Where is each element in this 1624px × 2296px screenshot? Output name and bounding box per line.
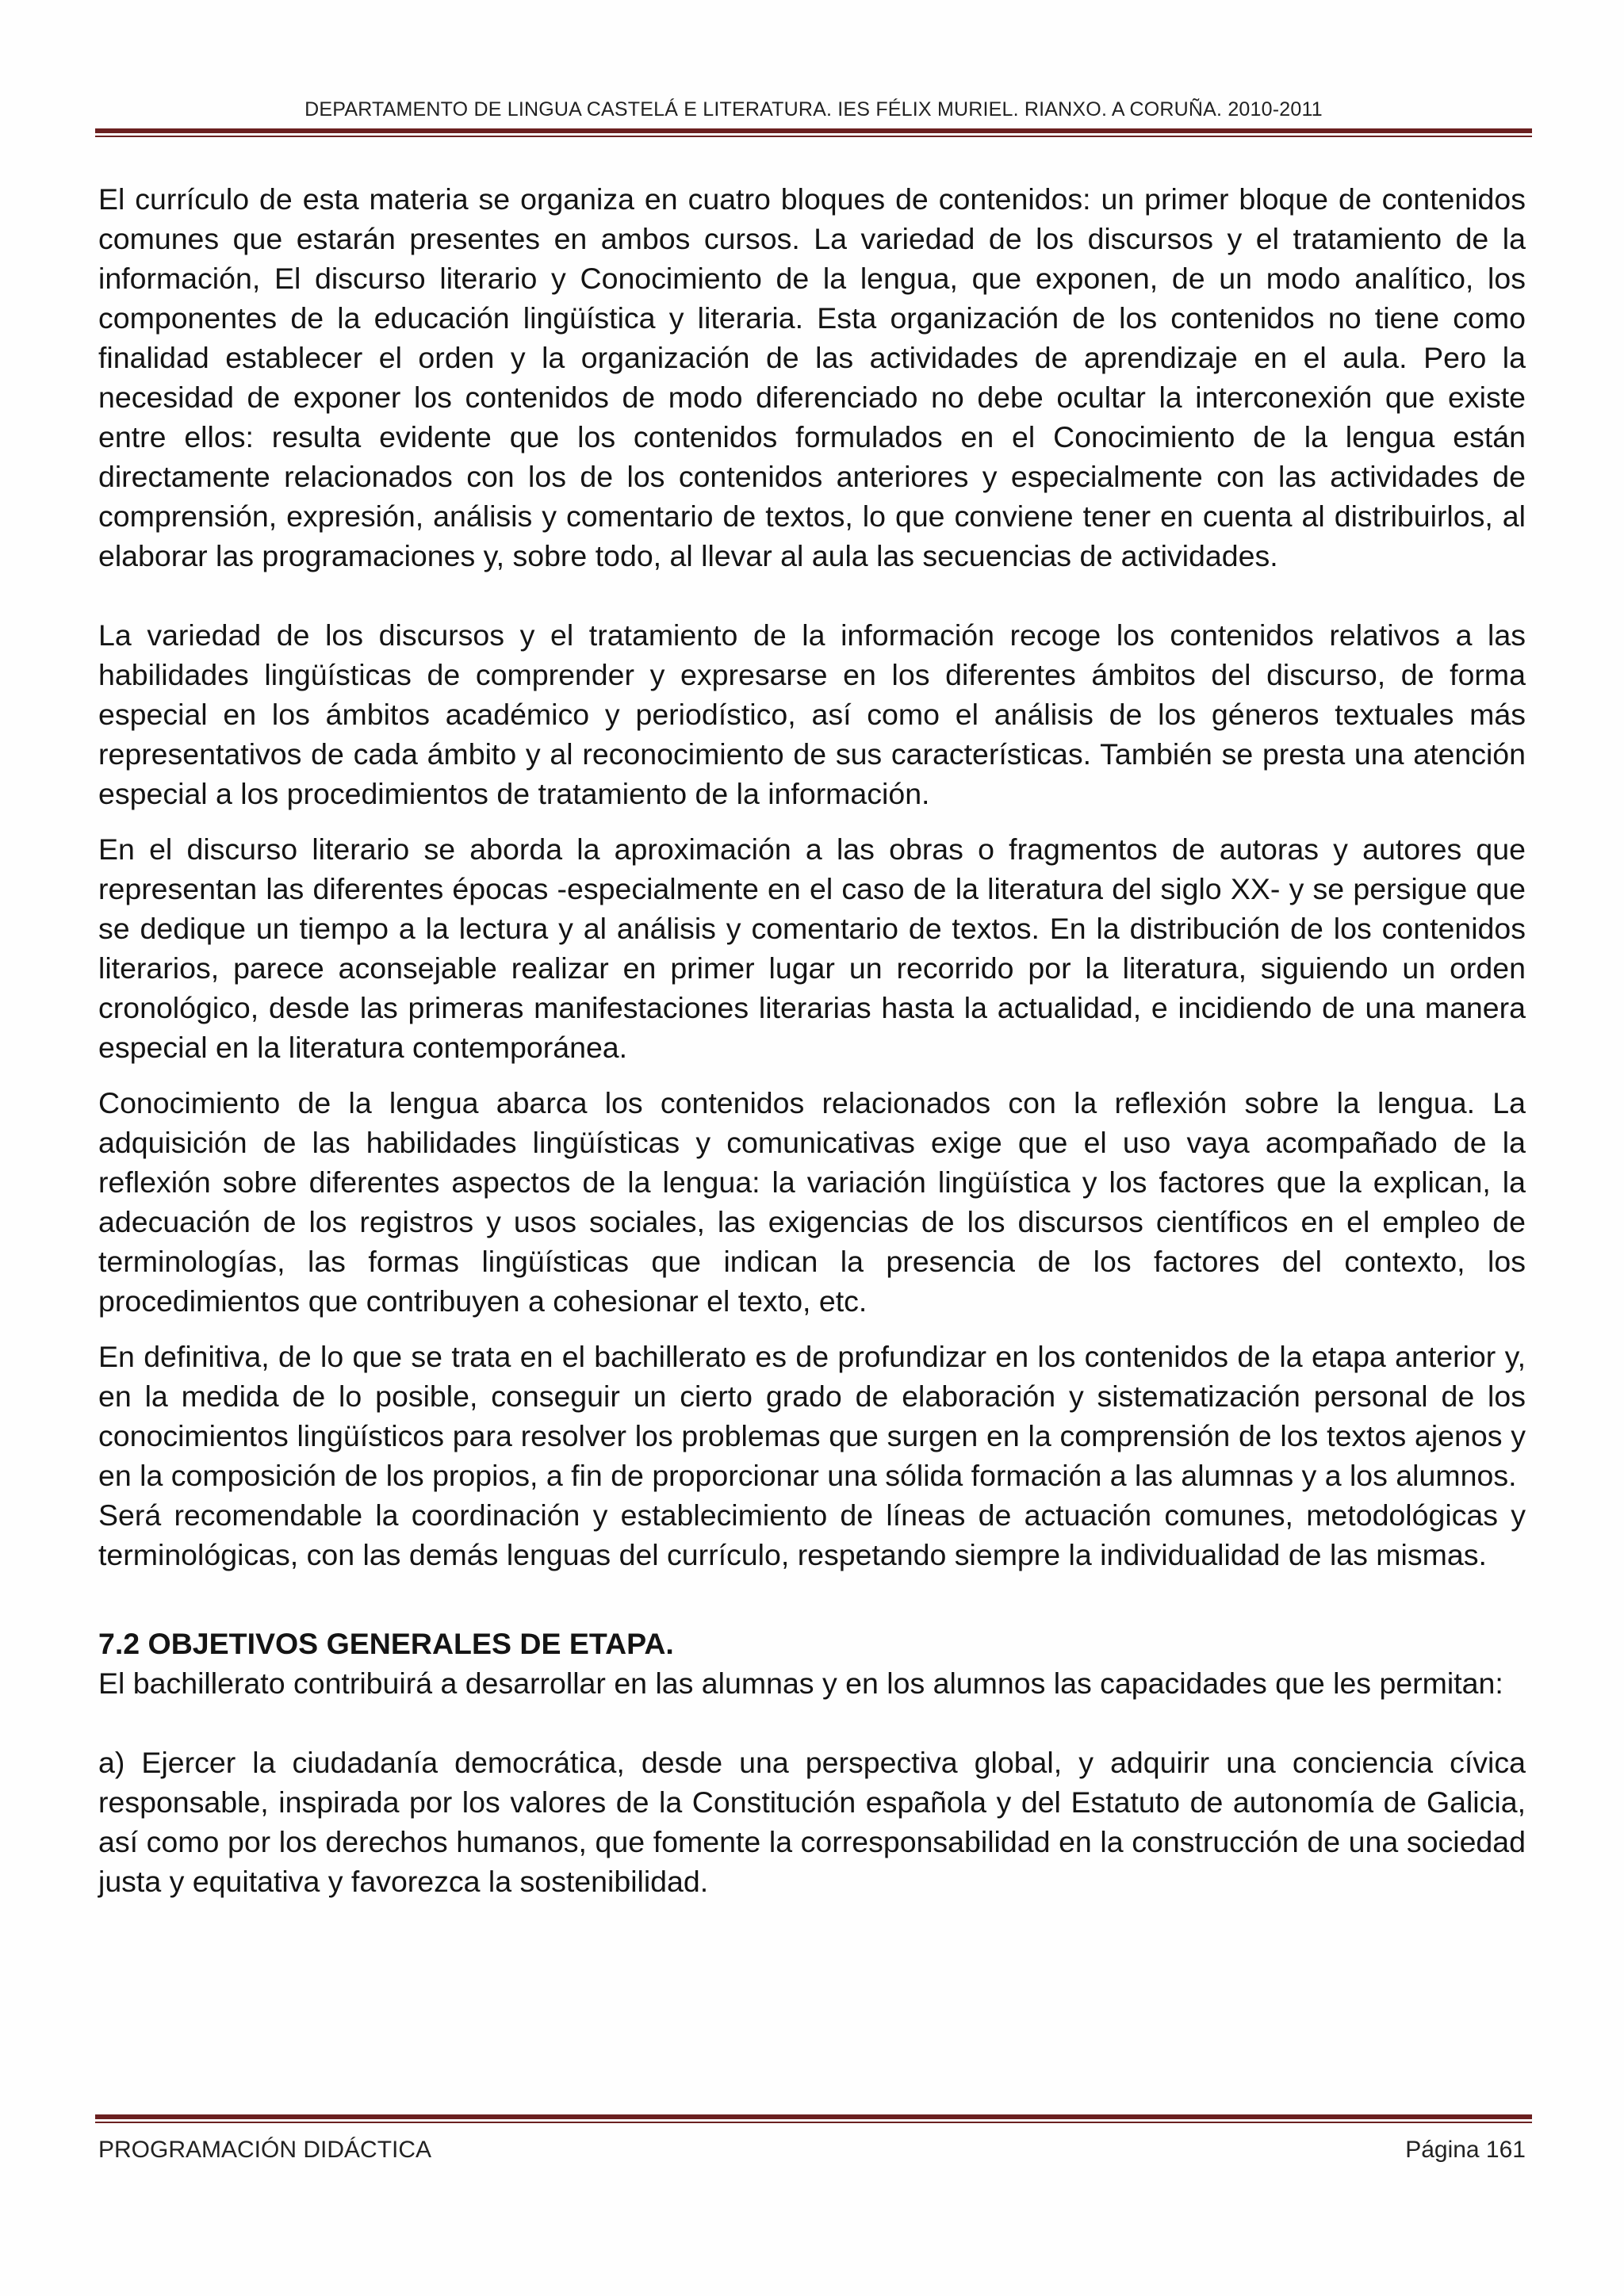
paragraph-curriculum-blocks: El currículo de esta materia se organiza en cuatro bloques de contenidos: un primer bloque de contenidos comunes que estarán presentes en ambos cursos. La variedad de los discursos y el tratamiento de la información, El discurso literario y Conocimiento de la lengua, que exponen, de un modo analítico, los componentes de la educación lingüística y literaria. Esta organización de los contenidos no tiene como finalidad establecer el orden y la organización de las actividades de aprendizaje en el aula. Pero la necesidad de exponer los contenidos de modo diferenciado no debe ocultar la interconexión que existe entre ellos: resulta evidente que los contenidos formulados en el Conocimiento de la lengua están directamente relacionados con los de los contenidos anteriores y especialmente con las actividades de comprensión, expresión, análisis y comentario de textos, lo que conviene tener en cuenta al distribuirlos, al elaborar las programaciones y, sobre todo, al llevar al aula las secuencias de actividades. [98, 182, 1526, 572]
paragraph-language-knowledge: Conocimiento de la lengua abarca los contenidos relacionados con la reflexión sobre la lengua. La adquisición de las habilidades lingüísticas y comunicativas exige que el uso vaya acompañado de la reflexión sobre diferentes aspectos de la lengua: la variación lingüística y los factores que la explican, la adecuación de los registros y usos sociales, las exigencias de los discursos científicos en el empleo de terminologías, las formas lingüísticas que indican la presencia de los factores del contexto, los procedimientos que contribuyen a cohesionar el texto, etc. [98, 1086, 1526, 1318]
section-intro: El bachillerato contribuirá a desarrollar en las alumnas y en los alumnos las capacidades que les permitan: [98, 1667, 1503, 1700]
footer-rule-thin-line [95, 2122, 1532, 2123]
page-body [98, 179, 1526, 1917]
footer-document-title: PROGRAMACIÓN DIDÁCTICA [98, 2137, 432, 2163]
header-rule-thick-line [95, 128, 1532, 133]
paragraph-coordination: Será recomendable la coordinación y establecimiento de líneas de actuación comunes, metodológicas y terminológicas, con las demás lenguas del currículo, respetando siempre la individualidad de las mismas. [98, 1498, 1526, 1571]
footer-page-number: Página 161 [1405, 2137, 1526, 2163]
footer-rule [95, 2114, 1532, 2123]
paragraph-discourse-variety: La variedad de los discursos y el tratamiento de la información recoge los contenidos relativos a las habilidades lingüísticas de comprender y expresarse en los diferentes ámbitos del discurso, de forma especial en los ámbitos académico y periodístico, así como el análisis de los géneros textuales más representativos de cada ámbito y al reconocimiento de sus características. También se presta una atención especial a los procedimientos de tratamiento de la información. [98, 618, 1526, 810]
paragraph-conclusion: En definitiva, de lo que se trata en el bachillerato es de profundizar en los contenidos de la etapa anterior y, en la medida de lo posible, conseguir un cierto grado de elaboración y sistematización personal de los conocimientos lingüísticos para resolver los problemas que surgen en la comprensión de los textos ajenos y en la composición de los propios, a fin de proporcionar una sólida formación a las alumnas y a los alumnos. [98, 1340, 1526, 1492]
header-rule-thin-line [95, 136, 1532, 137]
objective-a: a) Ejercer la ciudadanía democrática, desde una perspectiva global, y adquirir una conciencia cívica responsable, inspirada por los valores de la Constitución española y del Estatuto de autonomía de Galicia, así como por los derechos humanos, que fomente la corresponsabilidad en la construcción de una sociedad justa y equitativa y favorezca la sostenibilidad. [98, 1746, 1526, 1898]
paragraph-literary-discourse: En el discurso literario se aborda la aproximación a las obras o fragmentos de autoras y autores que representan las diferentes épocas -especialmente en el caso de la literatura del siglo XX- y se persigue que se dedique un tiempo a la lectura y al análisis y comentario de textos. En la distribución de los contenidos literarios, parece aconsejable realizar en primer lugar un recorrido por la literatura, siguiendo un orden cronológico, desde las primeras manifestaciones literarias hasta la actualidad, e incidiendo de una manera especial en la literatura contemporánea. [98, 832, 1526, 1064]
page-header-title: DEPARTAMENTO DE LINGUA CASTELÁ E LITERATURA. IES FÉLIX MURIEL. RIANXO. A CORUÑA. 2010-2011 [304, 98, 1323, 121]
footer-rule-thick-line [95, 2114, 1532, 2119]
section-heading: 7.2 OBJETIVOS GENERALES DE ETAPA. [98, 1627, 674, 1660]
header-rule [95, 128, 1532, 137]
